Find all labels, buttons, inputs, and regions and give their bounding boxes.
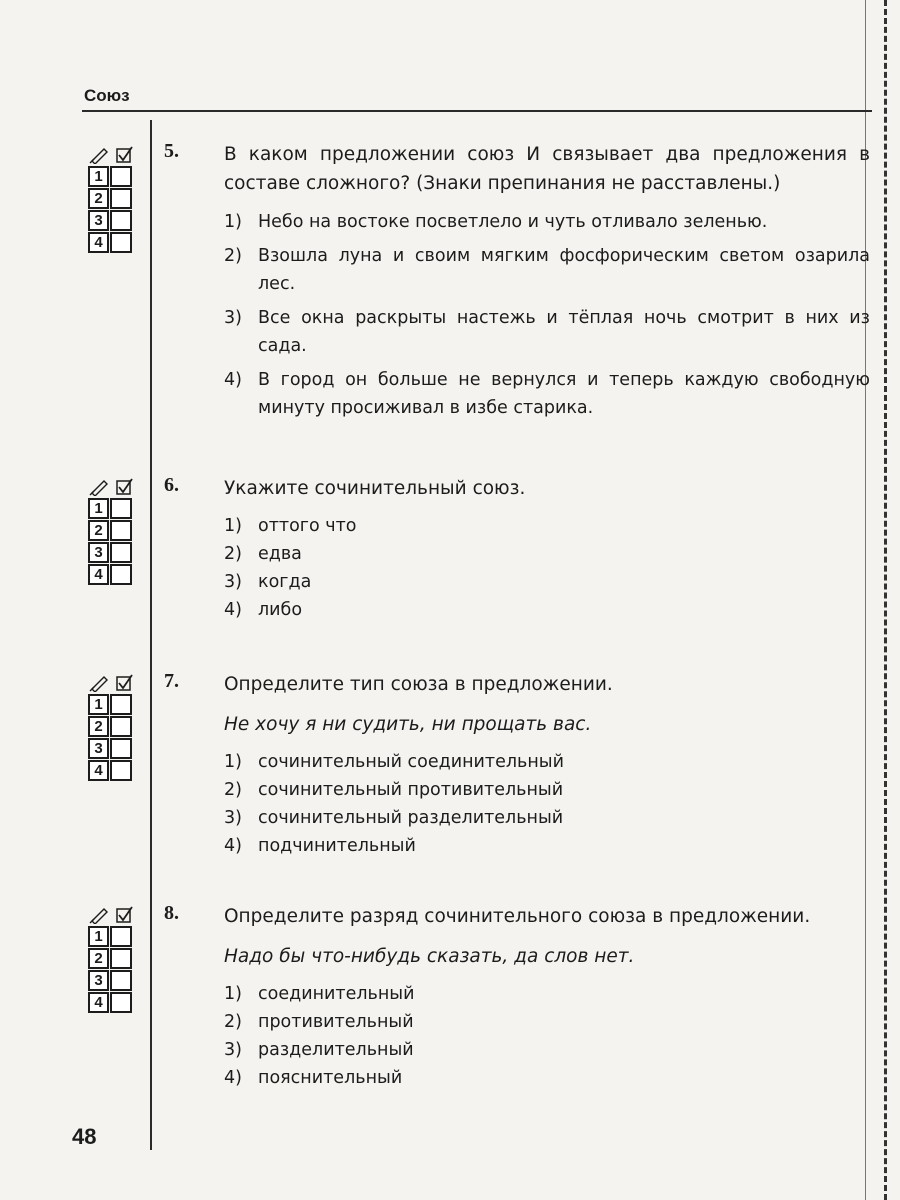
answer-checkbox[interactable] [110, 694, 132, 715]
margin-divider [150, 120, 152, 1150]
option-item [224, 749, 870, 776]
question-text: Определите тип союза в предложении. [224, 674, 613, 695]
pencil-check-icon [88, 674, 140, 692]
option-item [224, 597, 870, 624]
option-text: Все окна раскрыты настежь и тёплая ночь смотрит в них из сада. [258, 308, 870, 356]
option-text: едва [258, 544, 302, 564]
answer-row[interactable] [88, 210, 140, 231]
answer-checkbox[interactable] [110, 970, 132, 991]
question-6 [164, 474, 870, 625]
question-8 [164, 902, 870, 1093]
answer-number: 1 [88, 498, 109, 519]
option-number: 4) [224, 600, 242, 620]
answer-row[interactable] [88, 760, 140, 781]
answer-checkbox[interactable] [110, 926, 132, 947]
question-number: 8. [164, 902, 179, 924]
answer-checkbox[interactable] [110, 210, 132, 231]
answer-checkbox[interactable] [110, 188, 132, 209]
page-cut-line [884, 0, 887, 1200]
answer-box-q6 [88, 478, 140, 586]
option-text: сочинительный разделительный [258, 808, 564, 828]
option-item [224, 366, 870, 422]
answer-row[interactable] [88, 498, 140, 519]
answer-checkbox[interactable] [110, 498, 132, 519]
option-number: 3) [224, 1040, 242, 1060]
option-number: 2) [224, 246, 242, 266]
option-text: пояснительный [258, 1068, 403, 1088]
answer-number: 1 [88, 926, 109, 947]
answer-row[interactable] [88, 232, 140, 253]
answer-row[interactable] [88, 716, 140, 737]
answer-checkbox[interactable] [110, 948, 132, 969]
question-number: 6. [164, 474, 179, 496]
answer-row[interactable] [88, 564, 140, 585]
option-text: либо [258, 600, 303, 620]
answer-row[interactable] [88, 542, 140, 563]
answer-number: 3 [88, 970, 109, 991]
answer-number: 4 [88, 760, 109, 781]
answer-box-q8 [88, 906, 140, 1014]
answer-checkbox[interactable] [110, 520, 132, 541]
answer-box-q5 [88, 146, 140, 254]
answer-row[interactable] [88, 520, 140, 541]
page-header [82, 82, 872, 112]
question-number: 7. [164, 670, 179, 692]
option-item [224, 242, 870, 298]
answer-options [224, 981, 870, 1092]
answer-row[interactable] [88, 970, 140, 991]
answer-row[interactable] [88, 992, 140, 1013]
answer-checkbox[interactable] [110, 992, 132, 1013]
answer-checkbox[interactable] [110, 232, 132, 253]
option-number: 1) [224, 516, 242, 536]
option-item [224, 541, 870, 568]
pencil-check-icon [88, 906, 140, 924]
option-number: 4) [224, 836, 242, 856]
option-number: 2) [224, 780, 242, 800]
option-number: 1) [224, 212, 242, 232]
option-text: сочинительный противительный [258, 780, 564, 800]
question-text: В каком предложении союз И связывает два предложения в составе сложного? (Знаки препинания не расставлены.) [224, 144, 870, 194]
answer-row[interactable] [88, 188, 140, 209]
option-text: подчинительный [258, 836, 416, 856]
option-text: оттого что [258, 516, 357, 536]
option-text: В город он больше не вернулся и теперь каждую свободную минуту просиживал в избе старика. [258, 370, 870, 418]
option-number: 3) [224, 808, 242, 828]
answer-checkbox[interactable] [110, 542, 132, 563]
option-number: 2) [224, 544, 242, 564]
answer-number: 4 [88, 564, 109, 585]
option-text: разделительный [258, 1040, 414, 1060]
answer-row[interactable] [88, 926, 140, 947]
answer-row[interactable] [88, 166, 140, 187]
option-number: 3) [224, 308, 242, 328]
answer-row[interactable] [88, 694, 140, 715]
pencil-check-icon [88, 146, 140, 164]
option-item [224, 1065, 870, 1092]
answer-number: 2 [88, 520, 109, 541]
answer-options [224, 749, 870, 860]
answer-checkbox[interactable] [110, 738, 132, 759]
option-item [224, 1037, 870, 1064]
option-text: Взошла луна и своим мягким фосфорическим светом озарила лес. [258, 246, 870, 294]
option-text: сочинительный соединительный [258, 752, 564, 772]
option-text: Небо на востоке посветлело и чуть отливало зеленью. [258, 212, 768, 232]
answer-number: 3 [88, 210, 109, 231]
option-item [224, 304, 870, 360]
answer-number: 2 [88, 188, 109, 209]
answer-number: 2 [88, 948, 109, 969]
example-sentence: Не хочу я ни судить, ни прощать вас. [224, 714, 592, 735]
option-number: 2) [224, 1012, 242, 1032]
option-number: 1) [224, 752, 242, 772]
answer-checkbox[interactable] [110, 564, 132, 585]
option-text: противительный [258, 1012, 414, 1032]
section-title: Союз [84, 86, 130, 105]
option-item [224, 777, 870, 804]
question-text: Определите разряд сочинительного союза в предложении. [224, 906, 811, 927]
answer-options [224, 208, 870, 422]
answer-checkbox[interactable] [110, 716, 132, 737]
option-item [224, 1009, 870, 1036]
answer-row[interactable] [88, 948, 140, 969]
example-sentence: Надо бы что-нибудь сказать, да слов нет. [224, 946, 635, 967]
option-number: 4) [224, 1068, 242, 1088]
answer-number: 3 [88, 738, 109, 759]
option-text: соединительный [258, 984, 415, 1004]
option-item [224, 513, 870, 540]
answer-number: 4 [88, 232, 109, 253]
question-5 [164, 140, 870, 428]
option-text: когда [258, 572, 312, 592]
option-item [224, 833, 870, 860]
answer-options [224, 513, 870, 624]
answer-number: 2 [88, 716, 109, 737]
page-number: 48 [72, 1124, 97, 1149]
answer-checkbox[interactable] [110, 166, 132, 187]
answer-number: 1 [88, 166, 109, 187]
option-number: 4) [224, 370, 242, 390]
option-number: 3) [224, 572, 242, 592]
option-item [224, 569, 870, 596]
option-item [224, 805, 870, 832]
answer-number: 4 [88, 992, 109, 1013]
question-7 [164, 670, 870, 861]
answer-box-q7 [88, 674, 140, 782]
pencil-check-icon [88, 478, 140, 496]
option-item [224, 981, 870, 1008]
option-item [224, 208, 870, 236]
answer-number: 3 [88, 542, 109, 563]
question-number: 5. [164, 140, 179, 162]
answer-checkbox[interactable] [110, 760, 132, 781]
question-text: Укажите сочинительный союз. [224, 478, 526, 499]
option-number: 1) [224, 984, 242, 1004]
answer-row[interactable] [88, 738, 140, 759]
answer-number: 1 [88, 694, 109, 715]
